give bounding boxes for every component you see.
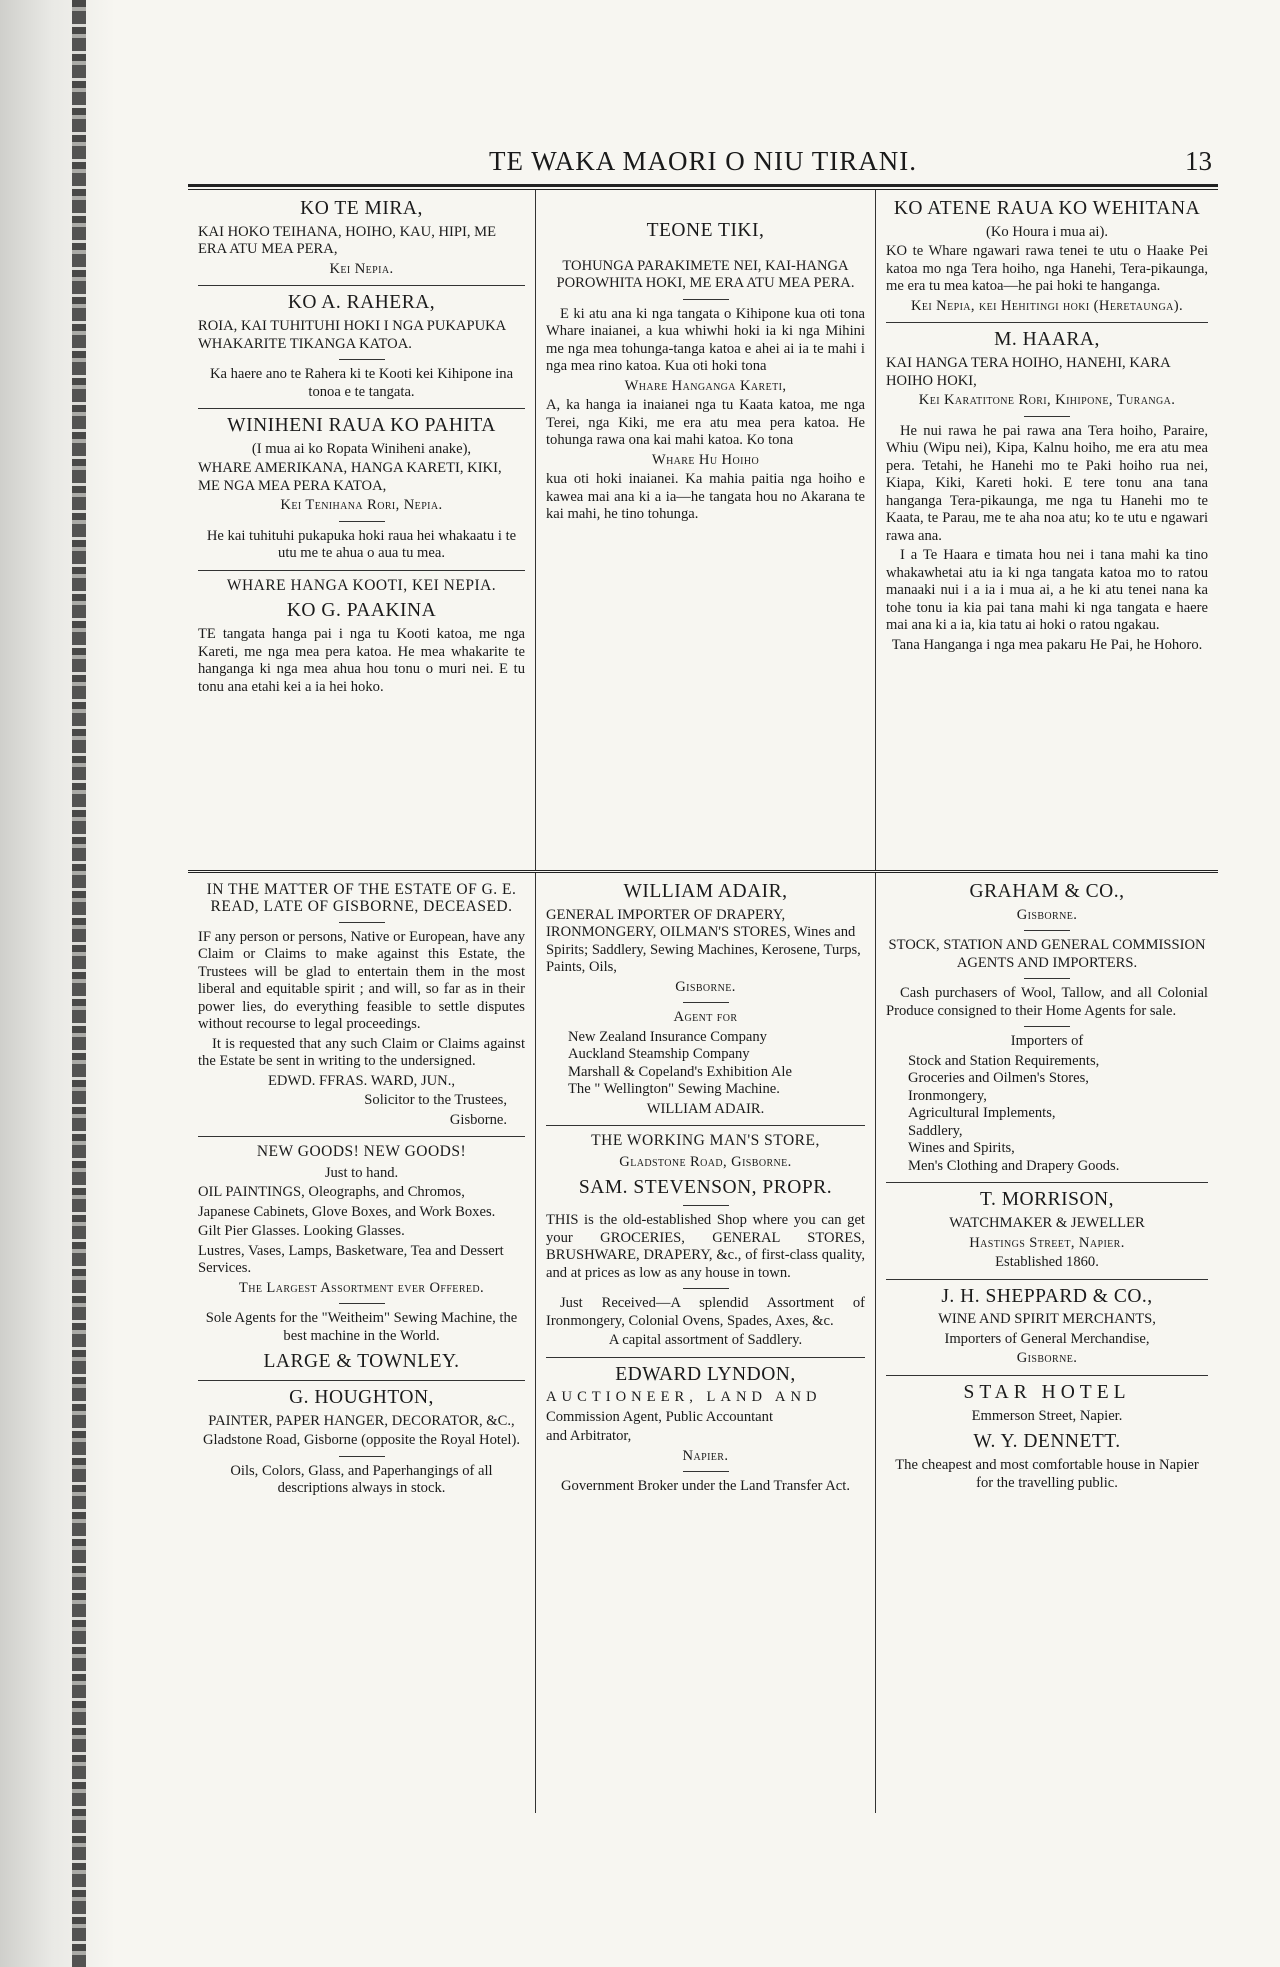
star-heading: STAR HOTEL [963,1381,1131,1403]
tiki-subheading-2: Whare Hu Hoiho [651,451,760,468]
adair-signature: WILLIAM ADAIR. [646,1100,765,1117]
import-item: Men's Clothing and Drapery Goods. [908,1157,1120,1174]
goods-subheading: Just to hand. [324,1164,399,1181]
morrison-established: Established 1860. [995,1254,1099,1271]
goods-line-6: Sole Agents for the "Weitheim" Sewing Machine, the best machine in the World. [205,1310,518,1344]
houghton-body: PAINTER, PAPER HANGER, DECORATOR, &C., [208,1412,515,1429]
star-note: The cheapest and most comfortable house in Napier for the travelling public. [895,1457,1199,1491]
bottom-column-1 [188,873,536,1813]
haara-heading: M. HAARA, [994,329,1100,351]
import-item: Groceries and Oilmen's Stores, [908,1070,1089,1087]
morrison-body: WATCHMAKER & JEWELLER [949,1215,1145,1232]
mira-place: Kei Nepia. [329,260,394,277]
atene-place: Kei Nepia, kei Hehitingi hoki (Heretaunga). [910,297,1184,314]
haara-paragraph-3: Tana Hanganga i nga mea pakaru He Pai, he Hohoro. [891,636,1203,653]
top-row [188,190,1218,873]
agency-item: Auckland Steamship Company [568,1046,750,1063]
top-column-3 [876,190,1218,870]
running-head [188,140,1218,176]
sheppard-heading: J. H. SHEPPARD & CO., [941,1285,1153,1307]
adair-agent-label: Agent for [673,1009,738,1026]
winiheni-body: WHARE AMERIKANA, HANGA KARETI, KIKI, ME NGA MEA PERA KATOA, [198,460,502,494]
divider [886,1375,1208,1376]
import-item: Wines and Spirits, [908,1140,1015,1157]
adair-heading: WILLIAM ADAIR, [623,881,788,902]
morrison-heading: T. MORRISON, [979,1189,1115,1211]
divider [886,1182,1208,1183]
short-rule [683,1471,729,1472]
divider [198,408,525,409]
tiki-subheading-1: Whare Hanganga Kareti, [624,377,787,394]
winiheni-note: He kai tuhituhi pukapuka hoki raua hei whakaatu i te utu me te ahua o aua tu mea. [206,527,517,562]
sheppard-body: WINE AND SPIRIT MERCHANTS, [938,1311,1156,1328]
divider [198,285,525,286]
sheppard-place: Gisborne. [1016,1350,1078,1367]
mira-heading: KO TE MIRA, [300,198,423,219]
scanned-page-edge [0,0,115,1967]
adair-body: GENERAL IMPORTER OF DRAPERY, IRONMONGERY, OILMAN'S STORES, Wines and Spirits; Saddlery, Sewing Machines, Kerosene, Turps, Paints, Oils, [546,906,861,976]
houghton-heading: G. HOUGHTON, [289,1386,434,1408]
paakina-body: TE tangata hanga pai i nga tu Kooti katoa, me nga Kareti, me nga mea pera katoa. He mea whakarite te hanganga ki nga mea ahua hou tonu o muri nei. E tu tonu ana etahi kei a ia hei hoko. [198,626,525,695]
houghton-address: Gladstone Road, Gisborne (opposite the Royal Hotel). [203,1432,520,1449]
graham-heading: GRAHAM & CO., [969,881,1125,902]
lyndon-place: Napier. [682,1447,729,1464]
winiheni-subheading: (I mua ai ko Ropata Winiheni anake), [251,440,472,457]
lyndon-body-1: AUCTIONEER, LAND AND [546,1389,822,1406]
lyndon-note: Government Broker under the Land Transfer Act. [561,1478,850,1495]
short-rule [1024,978,1070,979]
import-item: Agricultural Implements, [908,1105,1056,1122]
tiki-paragraph-2: A, ka hanga ia inaianei nga tu Kaata katoa, me nga Terei, nga Kiki, me era atu mea pera katoa. He tohunga rawa ona kai mahi katoa. Ko tona [546,397,865,449]
goods-line-1: OIL PAINTINGS, Oleographs, and Chromos, [198,1184,465,1201]
adair-place: Gisborne. [675,978,736,995]
tiki-paragraph-3: kua oti hoki inaianei. Ka mahia paitia nga hoiho e kawea mai ana ki a ia—he tangata hou no Akarana te kai mahi, he tino tohunga. [546,471,865,523]
estate-signature-place: Gisborne. [449,1111,507,1128]
short-rule [1024,1026,1070,1027]
short-rule [1024,930,1070,931]
estate-paragraph-2: It is requested that any such Claim or Claims against the Estate be sent in writing to the undersigned. [198,1035,525,1070]
short-rule [339,922,385,923]
winiheni-place: Kei Tenihana Rori, Nepia. [280,497,443,514]
agency-item: New Zealand Insurance Company [568,1028,767,1045]
kooti-heading: WHARE HANGA KOOTI, KEI NEPIA. [226,576,497,594]
newspaper-page [188,140,1218,1813]
estate-signature-title: Solicitor to the Trustees, [364,1092,507,1109]
estate-heading: IN THE MATTER OF THE ESTATE OF G. E. READ, LATE OF GISBORNE, DECEASED. [206,881,517,916]
divider [886,1279,1208,1280]
top-column-2 [536,190,876,870]
goods-firm: LARGE & TOWNLEY. [263,1351,460,1373]
import-item: Stock and Station Requirements, [908,1052,1100,1069]
paakina-heading: KO G. PAAKINA [286,600,437,622]
haara-paragraph-1: He nui rawa he pai rawa ana Tera hoiho, Paraire, Whiu (Wipu nei), Kipa, Kalnu hoiho, me era atu mea pera. Tetahi, he Hanehi mo te Paki hoiho rua nei, Kiapa, Kiki, Kareti hoki. E tere tonu ana tana hanganga Tera-pikaunga, me nga tu Hanehi mo te Kaata, te Parau, me te aha noa atu; ko te utu e ngawari rawa ana. [886,422,1208,544]
estate-signature-name: EDWD. FFRAS. WARD, JUN., [267,1072,456,1089]
goods-line-5: The Largest Assortment ever Offered. [238,1279,485,1296]
tiki-paragraph-1: E ki atu ana ki nga tangata o Kihipone kua oti tona Whare inaianei, a kua whiwhi hoki ia ki nga Mihini me nga mea tohunga-tanga katoa e ahei ai ia te mahi i nga mea rino katoa. Kua oti hoki tona [546,305,865,375]
page-title: TE WAKA MAORI O NIU TIRANI. [489,146,917,176]
store-paragraph-1: THIS is the old-established Shop where you can get your GROCERIES, GENERAL STORES, BRUSHWARE, DRAPERY, &c., of first-class quality, and at prices as low as any house in town. [546,1212,865,1281]
haara-body: KAI HANGA TERA HOIHO, HANEHI, KARA HOIHO HOKI, [886,355,1170,389]
goods-line-4: Lustres, Vases, Lamps, Basketware, Tea and Dessert Services. [198,1242,504,1277]
goods-heading: NEW GOODS! NEW GOODS! [256,1143,467,1161]
sheppard-subheading: Importers of General Merchandise, [944,1330,1150,1347]
divider [198,570,525,571]
lyndon-body-2: Commission Agent, Public Accountant [546,1408,774,1425]
short-rule [339,521,385,522]
short-rule [1024,416,1070,417]
rahera-heading: KO A. RAHERA, [287,292,436,314]
store-paragraph-3: A capital assortment of Saddlery. [608,1332,803,1349]
atene-subheading: (Ko Houra i mua ai). [986,223,1108,240]
divider [198,1136,525,1137]
haara-place: Kei Karatitone Rori, Kihipone, Turanga. [918,392,1176,409]
divider [546,1357,865,1358]
lyndon-heading: EDWARD LYNDON, [615,1363,796,1385]
divider [198,1380,525,1381]
adair-agency-list [546,1029,865,1099]
atene-heading: KO ATENE RAUA KO WEHITANA [893,198,1201,219]
binding-strip [72,0,86,1967]
atene-body: KO te Whare ngawari rawa tenei te utu o Haake Pei katoa mo nga Tera hoiho, nga Hanehi, Tera-pikaunga, me era tu mea katoa—he pai hoki te hanganga. [886,243,1208,295]
divider [886,322,1208,323]
short-rule [339,1456,385,1457]
graham-import-list [886,1053,1208,1176]
short-rule [683,1288,729,1289]
divider [546,1125,865,1126]
page-number: 13 [1185,146,1212,176]
short-rule [683,299,729,300]
short-rule [683,1002,729,1003]
mira-body: KAI HOKO TEIHANA, HOIHO, KAU, HIPI, ME ERA ATU MEA PERA, [198,223,497,258]
import-item: Saddlery, [908,1122,963,1139]
short-rule [339,1303,385,1304]
bottom-row [188,873,1218,1813]
goods-line-2: Japanese Cabinets, Glove Boxes, and Work Boxes. [198,1203,496,1220]
store-paragraph-2: Just Received—A splendid Assortment of Ironmongery, Colonial Ovens, Spades, Axes, &c. [546,1295,865,1329]
haara-paragraph-2: I a Te Haara e timata hou nei i tana mahi ka tino whakawhetai atu ia ki nga tangata katoa mo to ratou manaaki nui i a ia i mua ai, a he ki atu tenei nana ka tohe tonu ia kia pai tana mahi ki nga tangata e haere mai ana ki a ia, kia tatu ai hoki o ratou ngakau. [886,547,1208,634]
short-rule [339,359,385,360]
top-column-1 [188,190,536,870]
tiki-body: TOHUNGA PARAKIMETE NEI, KAI-HANGA POROWHITA HOKI, ME ERA ATU MEA PERA. [556,257,855,292]
graham-paragraph-1: Cash purchasers of Wool, Tallow, and all Colonial Produce consigned to their Home Agents for sale. [886,985,1208,1019]
graham-importers-label: Importers of [1010,1033,1084,1050]
graham-body: STOCK, STATION AND GENERAL COMMISSION AGENTS AND IMPORTERS. [888,937,1206,971]
winiheni-heading: WINIHENI RAUA KO PAHITA [227,415,496,437]
star-address: Emmerson Street, Napier. [971,1407,1123,1424]
import-item: Ironmongery, [908,1087,987,1104]
estate-paragraph-1: IF any person or persons, Native or European, have any Claim or Claims to make against this Estate, the Trustees will be glad to entertain them in the most liberal and equitable spirit ; and will, so far as in their power lies, do everything feasible to settle disputes without recourse to legal proceedings. [198,928,525,1033]
lyndon-body-3: and Arbitrator, [546,1428,632,1445]
store-proprietor: SAM. STEVENSON, PROPR. [578,1177,833,1199]
houghton-note: Oils, Colors, Glass, and Paperhangings of all descriptions always in stock. [230,1462,493,1497]
short-rule [683,1205,729,1206]
goods-line-3: Gilt Pier Glasses. Looking Glasses. [198,1223,405,1240]
bottom-column-3 [876,873,1218,1813]
agency-item: Marshall & Copeland's Exhibition Ale [568,1063,792,1080]
rahera-body: ROIA, KAI TUHITUHI HOKI I NGA PUKAPUKA WHAKARITE TIKANGA KATOA. [198,318,506,352]
agency-item: The " Wellington" Sewing Machine. [568,1081,780,1098]
tiki-heading: TEONE TIKI, [646,220,765,241]
store-heading: THE WORKING MAN'S STORE, [591,1132,820,1150]
store-address: Gladstone Road, Gisborne. [619,1153,792,1170]
rahera-note: Ka haere ano te Rahera ki te Kooti kei Kihipone ina tonoa e te tangata. [209,366,514,400]
star-proprietor: W. Y. DENNETT. [973,1431,1121,1453]
bottom-column-2 [536,873,876,1813]
morrison-address: Hastings Street, Napier. [969,1234,1125,1251]
graham-place: Gisborne. [1016,906,1078,923]
